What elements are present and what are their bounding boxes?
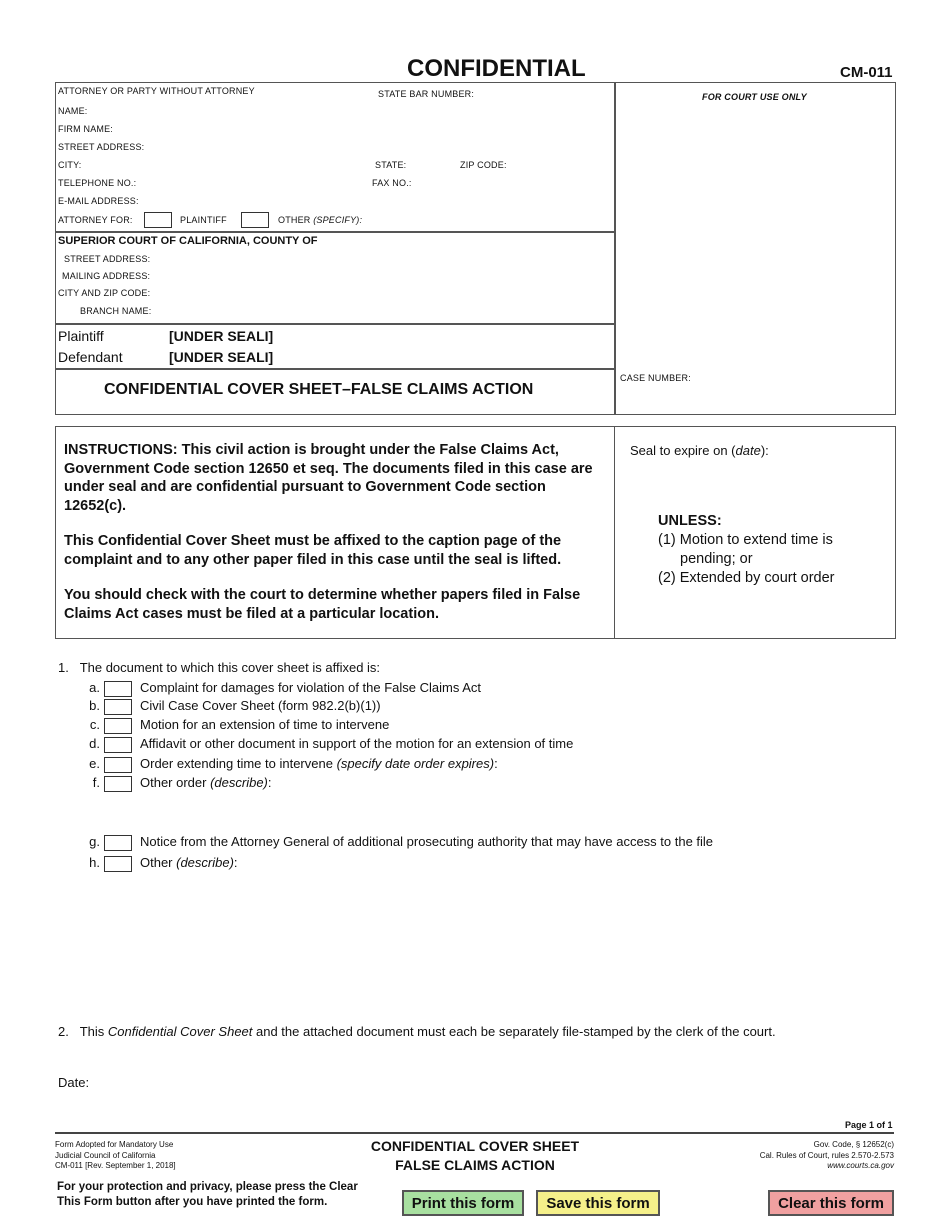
court-use-section [614,82,896,415]
plaintiff-value: [UNDER SEALI] [169,328,274,344]
option-e-label: Order extending time to intervene (specify date order expires): [140,756,498,771]
name-label: NAME: [58,106,88,116]
court-use-label: FOR COURT USE ONLY [702,92,807,102]
option-f-checkbox[interactable] [104,776,132,792]
other-checkbox[interactable] [241,212,269,228]
save-button[interactable]: Save this form [536,1190,660,1216]
instructions-text [64,441,609,623]
option-f-label: Other order (describe): [140,775,272,790]
unless-item-1-cont: pending; or [680,551,753,567]
attorney-section [55,82,616,233]
footer-right: Gov. Code, § 12652(c) Cal. Rules of Court, rules 2.570-2.573 www.courts.ca.gov [759,1140,894,1170]
footer-title: CONFIDENTIAL COVER SHEET FALSE CLAIMS ACTION [370,1138,580,1173]
option-row: f. Other order (describe): [92,775,272,790]
instructions-p3: You should check with the court to determine whether papers filed in False Claims Act cases must be filed at a particular location. [64,587,581,622]
option-h-checkbox[interactable] [104,856,132,872]
seal-date-word: date [735,443,761,458]
option-row: b. Civil Case Cover Sheet (form 982.2(b)(1)) [89,698,381,713]
seal-expire-label: Seal to expire on (date): [630,443,769,458]
cover-sheet-title: CONFIDENTIAL COVER SHEET–FALSE CLAIMS ACTION [104,381,534,398]
option-g-checkbox[interactable] [104,835,132,851]
option-row: c. Motion for an extension of time to intervene [89,717,390,732]
clear-button[interactable]: Clear this form [768,1190,894,1216]
state-label: STATE: [375,160,407,170]
privacy-note: For your protection and privacy, please press the Clear This Form button after you have printed the form. [57,1181,358,1208]
option-h-label: Other (describe): [140,855,238,870]
option-row: a. Complaint for damages for violation of the False Claims Act [89,680,482,695]
court-city-zip-label: CITY AND ZIP CODE: [58,288,151,298]
option-b-checkbox[interactable] [104,699,132,715]
page-title: CONFIDENTIAL [407,55,586,82]
unless-item-2: (2) Extended by court order [658,570,835,586]
option-b-label: Civil Case Cover Sheet (form 982.2(b)(1)) [140,698,381,713]
attorney-for-label: ATTORNEY FOR: [58,215,133,225]
option-c-label: Motion for an extension of time to intervene [140,717,390,732]
item-1: 1. The document to which this cover sheet is affixed is: [58,660,381,675]
plaintiff-label: Plaintiff [58,328,104,344]
parties-section [55,323,616,370]
instructions-p2: This Confidential Cover Sheet must be affixed to the caption page of the complaint and to any other paper filed in this case until the seal is lifted. [64,533,562,568]
city-label: CITY: [58,160,82,170]
firm-label: FIRM NAME: [58,124,113,134]
option-c-checkbox[interactable] [104,718,132,734]
option-row: h. Other (describe): [89,855,238,870]
court-mailing-label: MAILING ADDRESS: [62,271,151,281]
fax-label: FAX NO.: [372,178,412,188]
court-street-label: STREET ADDRESS: [64,254,151,264]
option-d-checkbox[interactable] [104,737,132,753]
defendant-value: [UNDER SEALI] [169,349,274,365]
attorney-heading: ATTORNEY OR PARTY WITHOUT ATTORNEY [58,86,255,96]
phone-label: TELEPHONE NO.: [58,178,137,188]
case-number-label: CASE NUMBER: [620,373,691,383]
option-e-checkbox[interactable] [104,757,132,773]
email-label: E-MAIL ADDRESS: [58,196,139,206]
state-bar-label: STATE BAR NUMBER: [378,89,475,99]
plaintiff-checkbox[interactable] [144,212,172,228]
item-2: 2. This Confidential Cover Sheet and the attached document must each be separately file-stamped by the clerk of the court. [58,1024,776,1039]
instructions-divider [614,426,615,638]
unless-heading: UNLESS: [658,513,722,529]
street-label: STREET ADDRESS: [58,142,145,152]
option-a-label: Complaint for damages for violation of the False Claims Act [140,680,482,695]
instructions-p1: INSTRUCTIONS: This civil action is brought under the False Claims Act, Government Code section 12650 et seq. The documents filed in this case are under seal and are confidential pursuant to Government Code section 12652(c). [64,442,593,514]
option-a-checkbox[interactable] [104,681,132,697]
plaintiff-option-label: PLAINTIFF [180,215,227,225]
page-number: Page 1 of 1 [845,1120,893,1130]
form-code: CM-011 [840,64,893,81]
date-label: Date: [58,1075,90,1090]
option-row: d. Affidavit or other document in support of the motion for an extension of time [89,736,574,751]
court-heading: SUPERIOR COURT OF CALIFORNIA, COUNTY OF [58,235,318,247]
item-1-text: The document to which this cover sheet is affixed is: [79,660,381,675]
print-button[interactable]: Print this form [402,1190,524,1216]
option-row: g. Notice from the Attorney General of additional prosecuting authority that may have access to the file [89,834,714,849]
other-option-label: OTHER (SPECIFY): [278,215,363,225]
specify-label: (SPECIFY): [313,215,363,225]
option-g-label: Notice from the Attorney General of additional prosecuting authority that may have access to the file [140,834,714,849]
zip-label: ZIP CODE: [460,160,507,170]
option-d-label: Affidavit or other document in support of the motion for an extension of time [140,736,574,751]
footer-rule [55,1132,894,1134]
footer-left: Form Adopted for Mandatory Use Judicial Council of California CM-011 [Rev. September 1, 2018] [55,1140,176,1170]
unless-item-1: (1) Motion to extend time is [658,532,833,548]
defendant-label: Defendant [58,349,123,365]
option-row: e. Order extending time to intervene (specify date order expires): [89,756,498,771]
court-branch-label: BRANCH NAME: [80,306,152,316]
